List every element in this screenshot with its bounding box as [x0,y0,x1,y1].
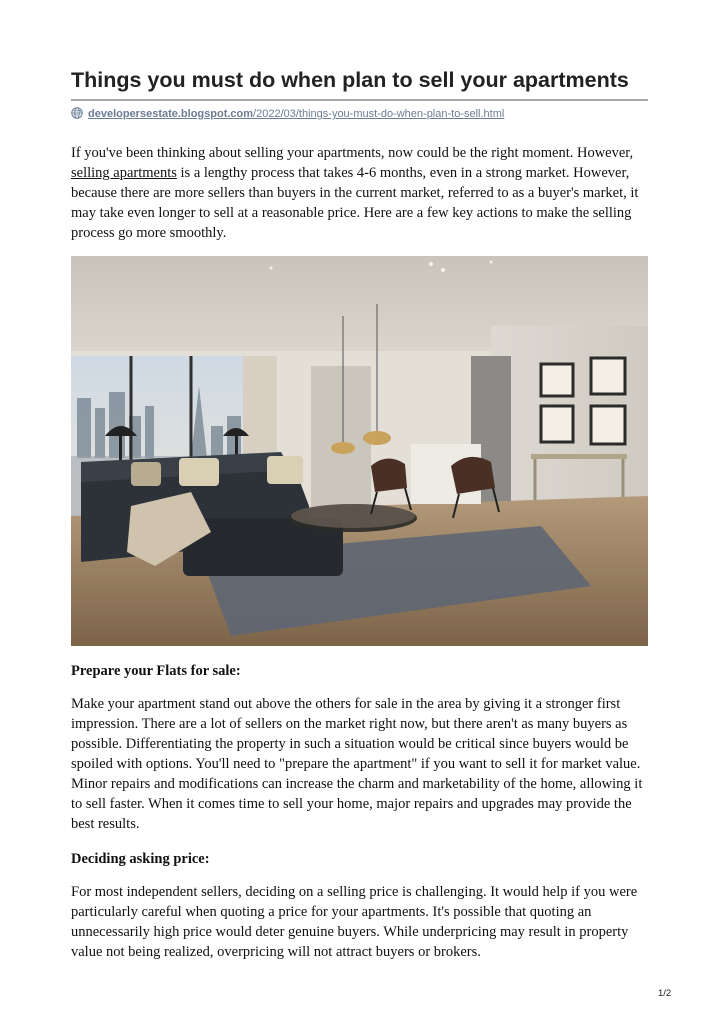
living-room-illustration [71,256,648,646]
section-text-prepare: Make your apartment stand out above the others for sale in the area by giving it a stronger first impression. There are a lot of sellers on the market right now, but there aren't as many buyers as possible. Differentiating the property in such a situation would be critical since buyers would be spoiled with options. You'll need to "prepare the apartment" if you want to sell it for market value. Minor repairs and modifications can increase the charm and marketability of the home, allowing it to sell faster. When it comes time to sell your home, major repairs and upgrades may provide the best results. [71,696,643,832]
page-number: 1/2 [658,988,672,999]
section-paragraph-prepare [71,694,648,834]
apartment-interior-photo [71,256,648,646]
title-divider [71,99,648,101]
intro-paragraph [71,143,648,243]
intro-text-after: is a lengthy process that takes 4-6 months, even in a strong market. However, because there are more sellers than buyers in the current market, referred to as a buyer's market, it may take even longer to sell at a reasonable price. Here are a few key actions to make the selling process go more smoothly. [71,165,639,241]
source-path-link[interactable]: /2022/03/things-you-must-do-when-plan-to-sell.html [253,108,505,120]
section-text-price: For most independent sellers, deciding on a selling price is challenging. It would help if you were particularly careful when quoting a price for your apartments. It's possible that quoting an unnecessarily high price would deter genuine buyers. While underpricing may result in property value not being realized, overpricing will not attract buyers or brokers. [71,884,638,960]
selling-apartments-link[interactable]: selling apartments [71,165,177,181]
article-title: Things you must do when plan to sell your apartments [71,68,629,92]
globe-icon [71,107,83,119]
section-paragraph-price [71,882,648,962]
section-heading-prepare: Prepare your Flats for sale: [71,663,241,679]
section-heading-price: Deciding asking price: [71,851,210,867]
source-line[interactable] [71,106,648,122]
intro-text-before: If you've been thinking about selling your apartments, now could be the right moment. However, [71,145,634,161]
source-domain-link[interactable]: developersestate.blogspot.com [88,108,254,120]
